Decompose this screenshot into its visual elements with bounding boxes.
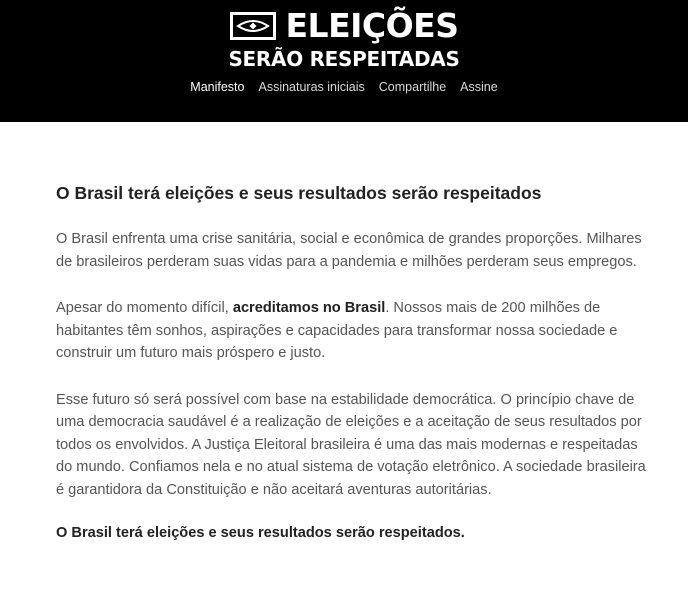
manifesto-heading: O Brasil terá eleições e seus resultados serão respeitados [56,183,542,203]
paragraph-2-end: . Nossos mais de 200 milhões de habitantes têm sonhos, aspirações e capacidades para transformar nossa sociedade e construir um futuro mais próspero e justo. [56,300,618,361]
brand[interactable] [0,6,688,71]
ballot-box-icon [230,12,276,40]
paragraph-3: Esse futuro só será possível com base na estabilidade democrática. O princípio chave de uma democracia saudável é a realização de eleições e a aceitação de seus resultados por todos os envolvidos. A Justiça Eleitoral brasileira é uma das mais modernas e respeitadas do mundo. Confiamos nela e no atual sistema de votação eletrônico. A sociedade brasileira é garantidora da Constituição e não aceitará aventuras autoritárias. [56,391,646,498]
site-subtitle: SERÃO RESPEITADAS [228,47,460,71]
nav-compartilhe[interactable]: Compartilhe [378,80,447,94]
manifesto-content [0,182,688,541]
site-header [0,0,688,122]
paragraph-2-start: Apesar do momento difícil, [56,300,233,316]
paragraph-2 [56,297,646,365]
nav-assinaturas-iniciais[interactable]: Assinaturas iniciais [258,80,365,94]
site-title: ELEIÇÕES [285,6,459,45]
paragraph-2-emphasis: acreditamos no Brasil [232,300,386,316]
closing-statement: O Brasil terá eleições e seus resultados serão respeitados. [56,525,465,541]
nav-manifesto[interactable]: Manifesto [190,80,245,94]
nav-assine[interactable]: Assine [460,80,498,94]
main-nav [0,80,688,94]
brand-top [230,6,459,46]
paragraph-1: O Brasil enfrenta uma crise sanitária, social e econômica de grandes proporções. Milhares de brasileiros perderam suas vidas para a pandemia e milhões perderam seus empregos. [56,231,642,270]
